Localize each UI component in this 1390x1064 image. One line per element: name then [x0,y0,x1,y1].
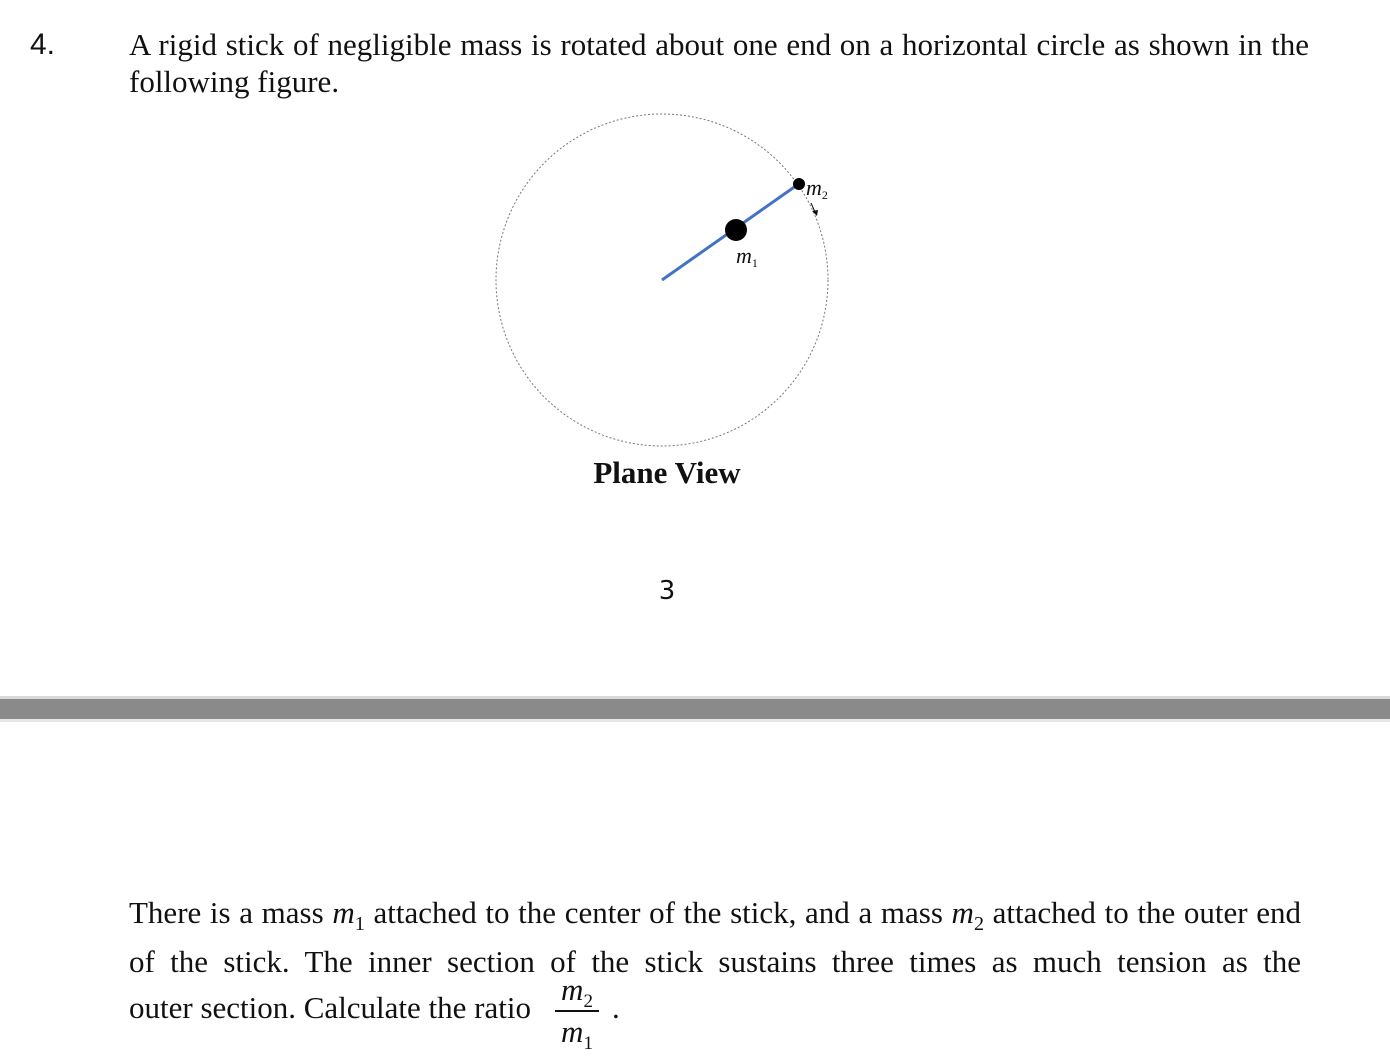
page-break-separator [0,699,1390,719]
mass-m2 [793,178,805,190]
ratio-fraction [551,972,603,1055]
figure-caption: Plane View [593,455,741,490]
fraction-numerator: $m_2$ [561,972,593,1013]
page-number: 3 [658,576,676,606]
sentence-period: . [612,990,620,1025]
problem-question: outer section. Calculate the ratio [129,990,531,1025]
problem-statement: There is a mass $m_1$ attached to the center of the stick, and a mass $m_2$ attached to the outer end of the stick. The inner section of the stick sustains three times as much tension as the [129,895,1302,980]
fraction-denominator: $m_1$ [561,1014,593,1055]
label-m1: m1 [736,243,758,270]
question-intro: A rigid stick of negligible mass is rotated about one end on a horizontal circle as shown in the following figure. [129,27,1309,99]
label-m2: m2 [806,175,828,202]
page-break-bottom [0,719,1390,722]
mass-m1 [725,219,747,241]
question-number: 4. [30,28,56,61]
